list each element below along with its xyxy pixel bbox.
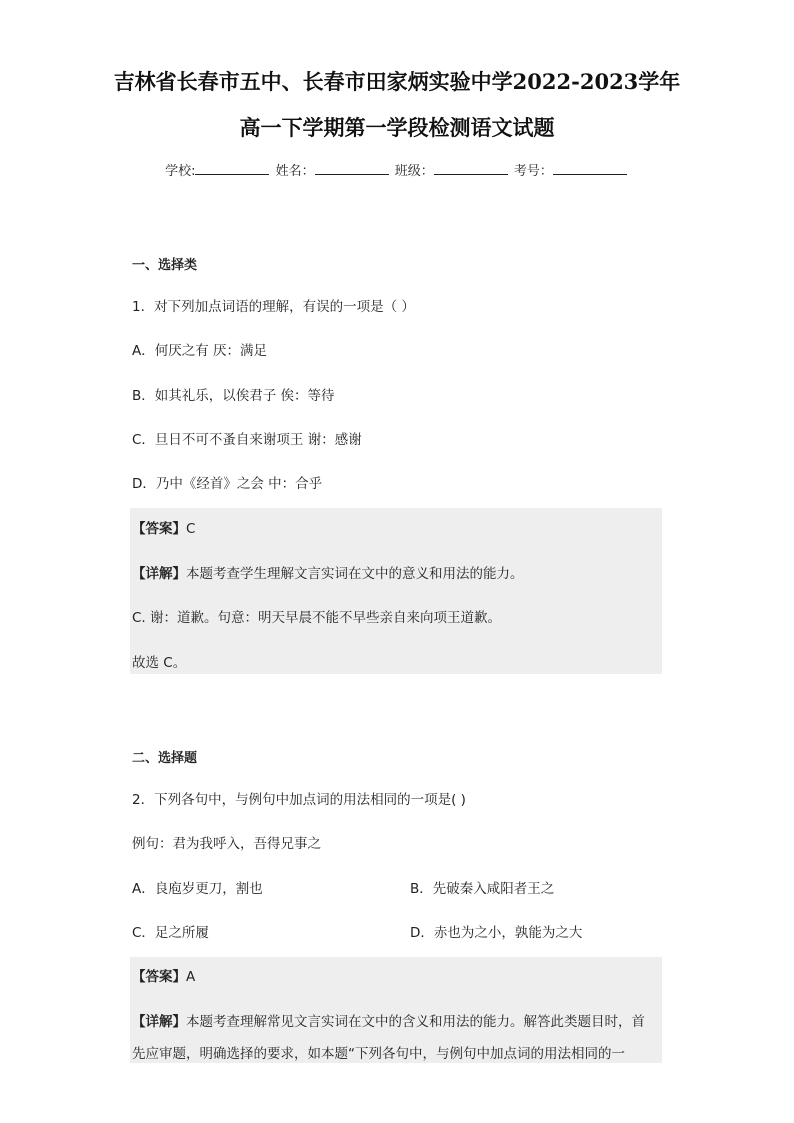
name-label: 姓名： bbox=[275, 164, 315, 179]
exam-number-label: 考号： bbox=[513, 164, 553, 179]
detail-2-text: 本题考查理解常见文言实词在文中的含义和用法的能力。解答此类题目时，首 bbox=[186, 1014, 645, 1030]
answer-2-value: A bbox=[186, 969, 196, 985]
question-1-option-c: C．旦日不可不蚤自来谢项王 谢：感谢 bbox=[132, 432, 362, 448]
section-1-heading: 一、选择类 bbox=[132, 258, 198, 273]
school-label: 学校: bbox=[165, 164, 196, 179]
class-blank bbox=[434, 162, 508, 175]
conclusion-1: 故选 C。 bbox=[132, 655, 187, 671]
answer-1-value: C bbox=[186, 521, 196, 537]
name-blank bbox=[315, 162, 389, 175]
exam-number-blank bbox=[553, 162, 627, 175]
question-2-option-a: A．良庖岁更刀，割也 bbox=[132, 881, 263, 897]
question-2-example: 例句：君为我呼入，吾得兄事之 bbox=[132, 836, 321, 852]
detail-2-tag: 【详解】 bbox=[132, 1014, 186, 1030]
answer-2 bbox=[132, 965, 195, 985]
document-title-line-2: 高一下学期第一学段检测语文试题 bbox=[239, 115, 555, 140]
detail-1-tag: 【详解】 bbox=[132, 566, 186, 582]
question-2-option-c: C．足之所履 bbox=[132, 925, 209, 941]
class-label: 班级： bbox=[394, 164, 434, 179]
detail-2-continued: 先应审题，明确选择的要求，如本题“下列各句中，与例句中加点词的用法相同的一 bbox=[132, 1046, 625, 1062]
detail-1 bbox=[132, 562, 524, 582]
answer-block-1 bbox=[130, 508, 662, 674]
question-1-option-b: B．如其礼乐，以俟君子 俟：等待 bbox=[132, 388, 335, 404]
explanation-1: C. 谢：道歉。句意：明天早晨不能不早些亲自来向项王道歉。 bbox=[132, 610, 502, 626]
school-blank bbox=[195, 162, 269, 175]
section-2-heading: 二、选择题 bbox=[132, 751, 198, 766]
question-1-stem: 1．对下列加点词语的理解，有误的一项是（ ） bbox=[132, 299, 415, 315]
answer-2-tag: 【答案】 bbox=[132, 969, 186, 985]
question-2-option-b: B．先破秦入咸阳者王之 bbox=[410, 881, 555, 897]
question-1-option-d: D．乃中《经首》之会 中：合乎 bbox=[132, 476, 323, 492]
question-2-option-d: D．赤也为之小，孰能为之大 bbox=[410, 925, 583, 941]
question-1-option-a: A．何厌之有 厌：满足 bbox=[132, 343, 268, 359]
answer-1 bbox=[132, 517, 195, 537]
answer-1-tag: 【答案】 bbox=[132, 521, 186, 537]
detail-2 bbox=[132, 1010, 645, 1030]
student-info-row bbox=[0, 160, 794, 179]
detail-1-text: 本题考查学生理解文言实词在文中的意义和用法的能力。 bbox=[186, 566, 524, 582]
question-2-stem: 2．下列各句中，与例句中加点词的用法相同的一项是( ) bbox=[132, 792, 466, 808]
document-title-line-1: 吉林省长春市五中、长春市田家炳实验中学2022-2023学年 bbox=[113, 69, 681, 94]
